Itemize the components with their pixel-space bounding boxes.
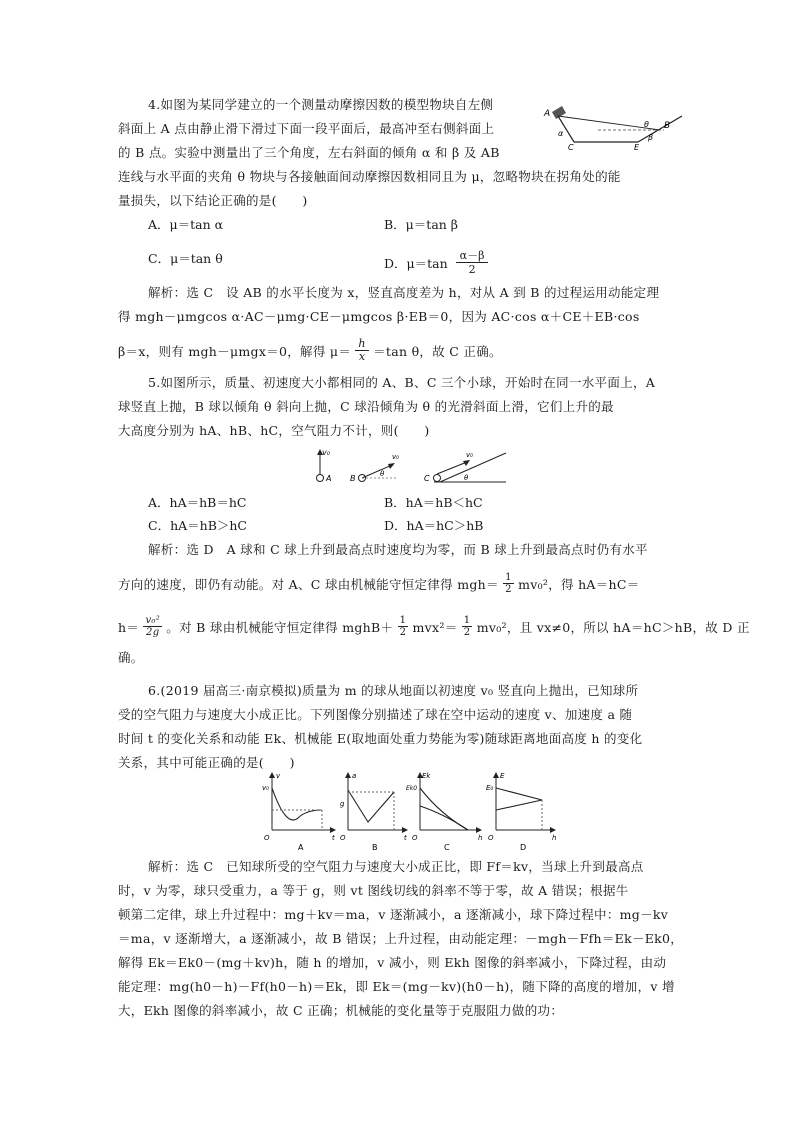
- fraction-denominator: 2: [505, 584, 512, 595]
- q6-solution-line-7: 大，Ekh 图像的斜率减小，故 C 正确；机械能的变化量等于克服阻力做的功：: [118, 1003, 564, 1018]
- origin-label: O: [488, 834, 494, 842]
- graph-letter: C: [444, 843, 450, 852]
- x-axis-arrow-icon: [476, 827, 482, 833]
- label-beta: β: [648, 133, 654, 142]
- q4-solution-line-3-b: ＝tan θ，故 C 正确。: [373, 344, 502, 359]
- q5-solution-line-4: 确。: [118, 650, 144, 665]
- ball-b-group: [350, 453, 399, 483]
- q5-balls-diagram: [300, 445, 510, 487]
- q6-line-3: 时间 t 的变化关系和动能 Ek、机械能 E(取地面处重力势能为零)随球距离地面高度 h 的变化: [118, 731, 643, 746]
- label-E: E: [634, 143, 640, 150]
- y-axis-arrow-icon: [493, 772, 499, 778]
- ball-c-label: C: [424, 474, 430, 483]
- ball-a-v0-label: v₀: [322, 448, 330, 457]
- q6-line-2: 受的空气阻力与速度大小成正比。下列图像分别描述了球在空中运动的速度 v、加速度 a 随: [118, 707, 633, 722]
- ball-b-v0-label: v₀: [392, 453, 399, 461]
- x-label: t: [404, 834, 407, 842]
- x-label: h: [552, 834, 557, 842]
- q4-solution-line-2: 得 mgh－μmgcos α·AC－μmg·CE－μmgcos β·EB＝0，因为 AC·cos α＋CE＋EB·cos: [118, 309, 640, 324]
- incline-surface: [440, 453, 506, 482]
- fraction-numerator: 1: [399, 615, 407, 626]
- graph-d: [486, 772, 556, 852]
- fraction-denominator: 2: [463, 627, 471, 638]
- ek-down-curve: [420, 806, 468, 830]
- graph-letter: A: [298, 843, 304, 852]
- q6-graphs-figure: [262, 770, 562, 852]
- graph-b: [340, 772, 408, 852]
- q5-option-b: B．hA＝hB＜hC: [384, 495, 483, 510]
- label-A: A: [544, 109, 551, 119]
- q6-solution-line-4: ＝ma，v 逐渐增大，a 逐渐减小，故 B 错误；上升过程，由动能定理：－mgh－Ffh＝Ek－Ek0，: [118, 931, 684, 946]
- q4-option-d-prefix: D．μ＝tan: [384, 256, 448, 271]
- q4-incline-diagram: [538, 102, 684, 150]
- origin-label: O: [340, 834, 346, 842]
- origin-label: O: [264, 834, 270, 842]
- h-over-x-fraction: [355, 338, 368, 363]
- ball-c-group: [424, 451, 506, 483]
- fraction-denominator: x: [358, 350, 366, 363]
- q4-line-4: 连线与水平面的夹角 θ 物块与各接触面间动摩擦因数相同且为 μ，忽略物块在拐角处的能: [118, 169, 621, 184]
- q5-solution-line-3-c: mvx²＝: [412, 620, 458, 635]
- q5-solution-line-2-a: 方向的速度，即仍有动能。对 A、C 球由机械能守恒定律得 mgh＝: [118, 577, 499, 592]
- q4-line-5: 量损失，以下结论正确的是( ): [118, 193, 308, 208]
- y0-label: g: [340, 800, 345, 808]
- a-curve: [348, 790, 394, 822]
- x-axis-arrow-icon: [550, 827, 556, 833]
- q4-option-d: [384, 251, 488, 278]
- fraction-numerator: h: [355, 338, 368, 351]
- q4-option-a: A．μ＝tan α: [148, 217, 224, 232]
- fraction-numerator: 1: [463, 615, 471, 626]
- e-up-line: [496, 788, 542, 800]
- x-axis-arrow-icon: [330, 827, 336, 833]
- x-axis-arrow-icon: [402, 827, 408, 833]
- q5-solution-line-3: [118, 617, 750, 640]
- q4-option-c: C．μ＝tan θ: [148, 251, 223, 266]
- fraction-numerator: v₀²: [145, 615, 161, 626]
- q4-option-d-fraction: [456, 249, 489, 276]
- ball-a: [317, 475, 324, 482]
- ball-c: [434, 475, 441, 482]
- ball-b-velocity-arrow: [362, 465, 392, 478]
- q5-line-2: 球竖直上抛，B 球以倾角 θ 斜向上抛，C 球沿倾角为 θ 的光滑斜面上滑，它们上升的最: [118, 399, 614, 414]
- one-half-fraction-2: [398, 615, 409, 638]
- q6-solution-line-6: 能定理：mg(h0－h)－Ff(h0－h)＝Ek，即 Ek＝(mg－kv)(h0－h)，随下降的高度的增加，v 增: [118, 979, 675, 994]
- q4-solution-line-3: [118, 337, 502, 365]
- one-half-fraction-3: [462, 615, 473, 638]
- q5-line-3: 大高度分别为 hA、hB、hC，空气阻力不计，则( ): [118, 423, 430, 438]
- y0-label: v₀: [262, 784, 269, 792]
- ball-b-theta-label: θ: [380, 470, 385, 478]
- one-half-fraction: [503, 572, 514, 595]
- q4-solution-line-3-a: β＝x，则有 mgh－μmgx＝0，解得 μ＝: [118, 344, 352, 359]
- ball-a-group: [317, 448, 332, 483]
- v-curve: [272, 788, 322, 820]
- q4-option-b: B．μ＝tan β: [384, 217, 459, 232]
- q6-solution-line-5: 解得 Ek＝Ek0－(mg＋kv)h，随 h 的增加，v 减小，则 Ekh 图像的斜率减小，下降过程，由动: [118, 955, 667, 970]
- ball-c-v0-label: v₀: [466, 451, 473, 459]
- label-theta: θ: [644, 120, 649, 129]
- q5-option-c: C．hA＝hB＞hC: [148, 518, 247, 533]
- q4-line-2: 斜面上 A 点由静止滑下滑过下面一段平面后，最高冲至右侧斜面上: [118, 121, 495, 136]
- y-label: Ek: [422, 772, 431, 780]
- v0-squared-over-2g-fraction: [143, 615, 162, 638]
- q5-option-d: D．hA＝hC＞hB: [384, 518, 484, 533]
- q4-line-1: 4.如图为某同学建立的一个测量动摩擦因数的模型物块自左侧: [148, 97, 494, 112]
- label-B: B: [664, 121, 671, 131]
- y0-label: Ek0: [406, 785, 418, 792]
- y-label: a: [352, 772, 357, 780]
- ball-a-label: A: [326, 474, 332, 483]
- fraction-numerator: α－β: [456, 249, 489, 263]
- label-alpha: α: [558, 129, 564, 138]
- graph-c: [406, 772, 482, 852]
- q5-option-a: A．hA＝hB＝hC: [148, 495, 247, 510]
- q6-line-4: 关系，其中可能正确的是( ): [118, 755, 295, 770]
- q5-solution-line-2-b: mv₀²，得 hA＝hC＝: [518, 577, 640, 592]
- graph-letter: B: [372, 843, 378, 852]
- q5-solution-line-3-b: 。对 B 球由机械能守恒定律得 mghB＋: [166, 620, 394, 635]
- y-label: E: [500, 772, 505, 780]
- q5-solution-line-3-d: mv₀²，且 vx≠0，所以 hA＝hC＞hB，故 D 正: [476, 620, 750, 635]
- q4-solution-line-1: 解析：选 C 设 AB 的水平长度为 x，竖直高度差为 h，对从 A 到 B 的过程运用动能定理: [148, 285, 660, 300]
- x-label: t: [332, 834, 335, 842]
- y-label: v: [276, 772, 281, 780]
- y0-label: E₀: [486, 784, 494, 792]
- fraction-numerator: 1: [505, 572, 512, 583]
- q5-solution-line-1: 解析：选 D A 球和 C 球上升到最高点时速度均为零，而 B 球上升到最高点时仍有水平: [148, 542, 648, 557]
- arrow-head-icon: [388, 463, 395, 469]
- q5-line-1: 5.如图所示，质量、初速度大小都相同的 A、B、C 三个小球，开始时在同一水平面上，A: [148, 375, 656, 390]
- fraction-denominator: 2: [399, 627, 407, 638]
- y-axis-arrow-icon: [345, 772, 351, 778]
- graph-letter: D: [520, 843, 527, 852]
- fraction-denominator: 2g: [146, 627, 160, 638]
- label-C: C: [568, 143, 574, 150]
- origin-label: O: [412, 834, 418, 842]
- x-label: h: [478, 834, 483, 842]
- q6-solution-line-2: 时，v 为零，球只受重力，a 等于 g，则 vt 图线切线的斜率不等于零，故 A 错误；根据牛: [118, 883, 629, 898]
- y-axis-arrow-icon: [269, 772, 275, 778]
- fraction-denominator: 2: [468, 263, 476, 276]
- ball-c-theta-label: θ: [464, 474, 469, 482]
- graph-a: [262, 772, 336, 852]
- q6-solution-line-3: 顿第二定律，球上升过程中：mg＋kv＝ma，v 逐渐减小，a 逐渐减小，球下降过程中：mg－kv: [118, 907, 669, 922]
- q6-line-1: 6.(2019 届高三·南京模拟)质量为 m 的球从地面以初速度 v₀ 竖直向上抛出，已知球所: [148, 683, 639, 698]
- ball-b-label: B: [350, 474, 356, 483]
- e-down-line: [496, 800, 542, 810]
- q6-solution-line-1: 解析：选 C 已知球所受的空气阻力与速度大小成正比，即 Ff＝kv，当球上升到最高点: [148, 859, 644, 874]
- q4-line-3: 的 B 点。实验中测量出了三个角度，左右斜面的倾角 α 和 β 及 AB: [118, 145, 500, 160]
- q5-solution-line-3-a: h＝: [118, 620, 140, 635]
- q5-solution-line-2: [118, 574, 640, 597]
